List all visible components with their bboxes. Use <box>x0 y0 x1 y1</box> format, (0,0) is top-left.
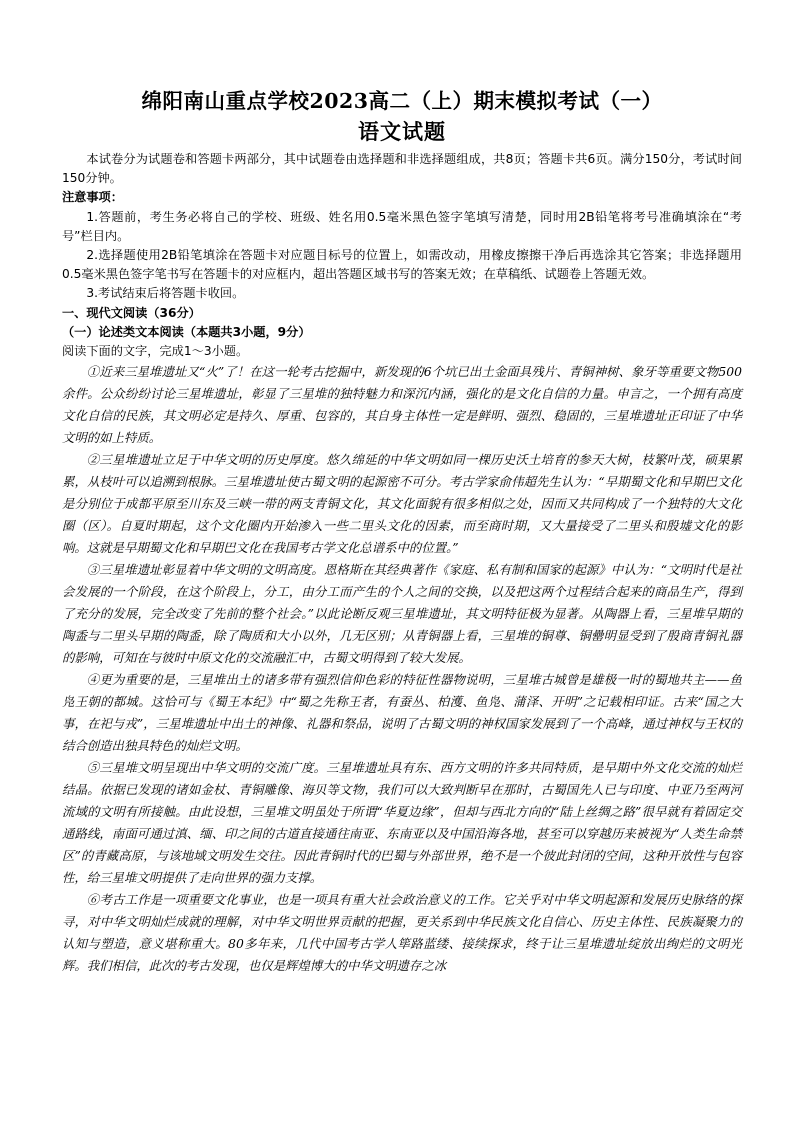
passage-paragraph: ②三星堆遗址立足于中华文明的历史厚度。悠久绵延的中华文明如同一棵历史沃土培育的参天大树，枝繁叶茂，硕果累累，从枝叶可以追溯到根脉。三星堆遗址使古蜀文明的起源密不可分。考古学家俞伟超先生认为：“早期蜀文化和早期巴文化是分别位于成都平原至川东及三峡一带的两支青铜文化，其文化面貌有很多相似之处，因而又共同构成了一个独特的大文化圈（区）。自夏时期起，这个文化圈内开始渗入一些二里头文化的因素，而至商时期，又大量接受了二里头和殷墟文化的影响。这就是早期蜀文化和早期巴文化在我国考古学文化总谱系中的位置。” <box>62 452 742 556</box>
passage-paragraph: ⑥考古工作是一项重要文化事业，也是一项具有重大社会政治意义的工作。它关乎对中华文明起源和发展历史脉络的探寻，对中华文明灿烂成就的理解，对中华文明世界贡献的把握，更关系到中华民族文化自信心、历史主体性、民族凝聚力的认知与塑造，意义堪称重大。80多年来，几代中国考古学人筚路蓝缕、接续探求，终于让三星堆遗址绽放出绚烂的文明光辉。我们相信，此次的考古发现，也仅是辉煌博大的中华文明遗存之冰 <box>62 892 742 974</box>
reading-instruction: 阅读下面的文字，完成1～3小题。 <box>62 344 249 359</box>
section-subheading: （一）论述类文本阅读（本题共3小题，9分） <box>62 324 311 339</box>
note-item: 2.选择题使用2B铅笔填涂在答题卡对应题目标号的位置上，如需改动，用橡皮擦擦干净后再选涂其它答案；非选择题用0.5毫米黑色签字笔书写在答题卡的对应框内，超出答题区域书写的答案无效；在草稿纸、试题卷上答题无效。 <box>62 248 742 282</box>
page-subtitle: 语文试题 <box>358 119 446 144</box>
intro-text: 本试卷分为试题卷和答题卡两部分，其中试题卷由选择题和非选择题组成，共8页；答题卡共6页。满分150分，考试时间150分钟。 <box>62 152 742 186</box>
section-heading: 一、现代文阅读（36分） <box>62 305 201 320</box>
passage-paragraph: ⑤三星堆文明呈现出中华文明的交流广度。三星堆遗址具有东、西方文明的许多共同特质，是早期中外文化交流的灿烂结晶。依据已发现的诸如金杖、青铜雕像、海贝等文物，我们可以大致判断早在那时，古蜀国先人已与印度、中亚乃至两河流域的文明有所接触。由此设想，三星堆文明虽处于所谓“华夏边缘”，但却与西北方向的“陆上丝绸之路”很早就有着固定交通路线，南面可通过滇、缅、印之间的古道直接通往南亚、东南亚以及中国沿海各地，甚至可以穿越历来被视为“人类生命禁区”的青藏高原，与该地域文明发生交往。因此青铜时代的巴蜀与外部世界，绝不是一个彼此封闭的空间，这种开放性与包容性，给三星堆文明提供了走向世界的强力支撑。 <box>62 760 742 886</box>
page-title: 绵阳南山重点学校2023高二（上）期末模拟考试（一） <box>141 89 663 113</box>
passage-paragraph: ①近来三星堆遗址又“火”了！在这一轮考古挖掘中，新发现的6个坑已出土金面具残片、青铜神树、象牙等重要文物500余件。公众纷纷讨论三星堆遗址，彰显了三星堆的独特魅力和深沉内涵，强化的是文化自信的力量。申言之，一个拥有高度文化自信的民族，其文明必定是持久、厚重、包容的，其自身主体性一定是鲜明、强烈、稳固的，三星堆遗址正印证了中华文明的如上特质。 <box>62 364 742 446</box>
notes-heading: 注意事项： <box>62 190 123 205</box>
exam-page <box>62 86 742 977</box>
note-item: 1.答题前，考生务必将自己的学校、班级、姓名用0.5毫米黑色签字笔填写清楚，同时用2B铅笔将考号准确填涂在“考号”栏目内。 <box>62 209 742 243</box>
passage-paragraph: ④更为重要的是，三星堆出土的诸多带有强烈信仰色彩的特征性器物说明，三星堆古城曾是雄极一时的蜀地共主——鱼凫王朝的都城。这恰可与《蜀王本纪》中“蜀之先称王者，有蚕丛、柏濩、鱼凫、蒲泽、开明”之记载相印证。古来“国之大事，在祀与戎”，三星堆遗址中出土的神像、礼器和祭品，说明了古蜀文明的神权国家发展到了一个高峰，通过神权与王权的结合创造出独具特色的灿烂文明。 <box>62 672 742 754</box>
note-item: 3.考试结束后将答题卡收回。 <box>86 286 245 301</box>
passage-paragraph: ③三星堆遗址彰显着中华文明的文明高度。恩格斯在其经典著作《家庭、私有制和国家的起源》中认为：“文明时代是社会发展的一个阶段，在这个阶段上，分工，由分工而产生的个人之间的交换，以及把这两个过程结合起来的商品生产，得到了充分的发展，完全改变了先前的整个社会。”以此论断反观三星堆遗址，其文明特征极为显著。从陶器上看，三星堆早期的陶盉与二里头早期的陶盉，除了陶质和大小以外，几无区别；从青铜器上看，三星堆的铜尊、铜罍明显受到了殷商青铜礼器的影响，可知在与彼时中原文化的交流融汇中，古蜀文明得到了较大发展。 <box>62 562 742 666</box>
